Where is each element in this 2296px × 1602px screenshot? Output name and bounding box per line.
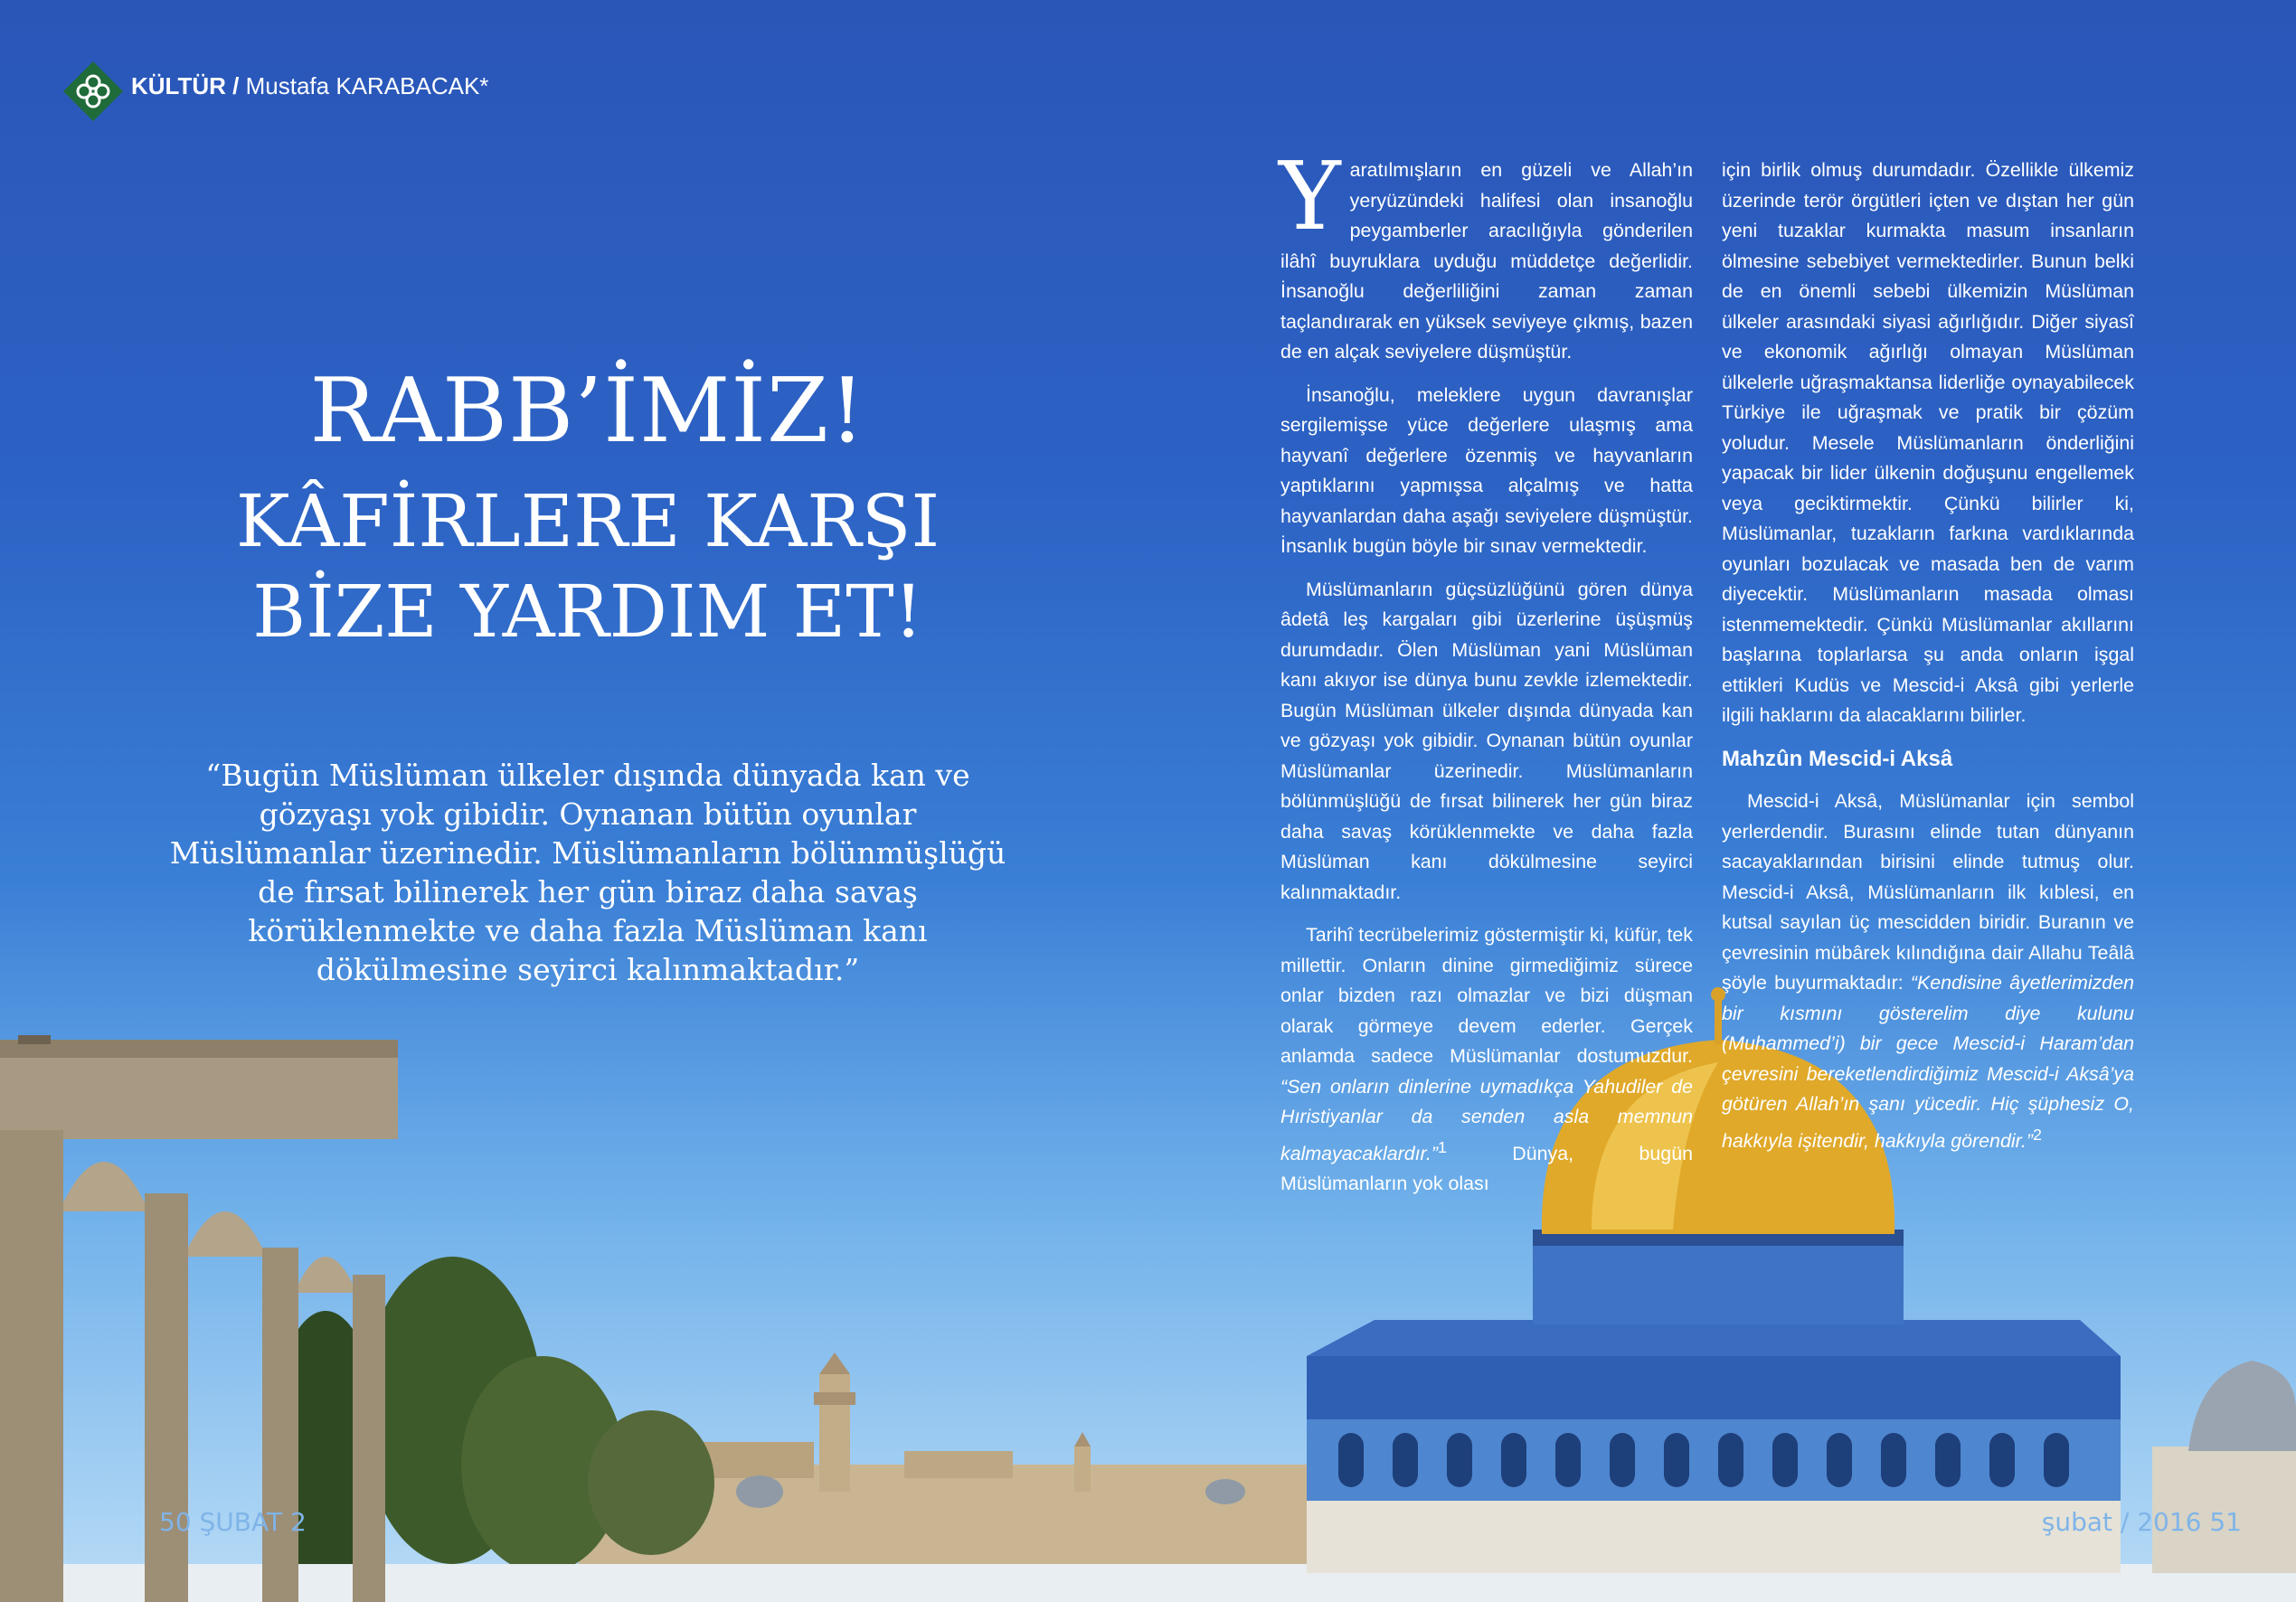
- subheading: Mahzûn Mescid-i Aksâ: [1722, 746, 1953, 771]
- section-badge-icon: [61, 60, 125, 123]
- quran-quote-2: “Kendisine âyetlerimizden bir kısmını gösterelim diye kulunu (Muhammed’i) bir gece Mescid-i Haram’dan çevresini bereketlendirdiğimiz Mescid-i Aksâ’ya götüren Allah’ın şanı yücedir. Hiç şüphesiz O, hakkıyla işitendir, hakkıyla görendir.”: [1722, 972, 2134, 1152]
- article-column-1: [1279, 141, 1693, 1212]
- paragraph-1: [1279, 141, 1693, 368]
- paragraph-6-text: Mescid-i Aksâ, Müslümanlar için sembol yerlerdendir. Burasını elinde tutan dünyanın sacayaklarından birisini elinde tutmuş olur. Mescid-i Aksâ, Müslümanların ilk kıblesi, en kutsal sayılan üç mescidden biridir. Buranın ve çevresinin mübârek kılındığına dair Allahu Teâlâ şöyle buyurmaktadır:: [1722, 790, 2134, 994]
- paragraph-4-tail: Dünya, bugün Müslümanların yok olası: [1280, 1142, 1693, 1195]
- section-kicker: [131, 72, 488, 100]
- paragraph-5: için birlik olmuş durumdadır. Özellikle ülkemiz üzerinde terör örgütleri içten ve dıştan her gün yeni tuzaklar kurmakta masum insanların ölmesine sebebiyet vermektedirler. Bunun belki de en önemli sebebi ülkemizin Müslüman ülkeler arasındaki siyasi ağırlığıdır. Diğer siyasî ve ekonomik ağırlığı olmayan Müslüman ülkelerle uğraşmaktansa liderliğe oynayabilecek Türkiye ile uğraşmak ve pratik bir çözüm yoludur. Mesele Müslümanların önderliğini yapacak bir lider ülkenin doğuşunu engellemek veya geciktirmektir. Çünkü bilirler ki, Müslümanlar, tuzakların farkına vardıklarında oyunları bozulacak ve masada ben de varım diyecektir. Müslümanların masada olması istenmemektedir. Çünkü Müslümanlar akıllarını başlarına toplarlarsa şu anda onların işgal ettikleri Kudüs ve Mescid-i Aksâ gibi yerlerle ilgili haklarını da alacaklarını bilirler.: [1722, 159, 2134, 726]
- article-column-2: [1722, 155, 2134, 1169]
- paragraph-1-text: aratılmışların en güzeli ve Allah’ın yeryüzündeki halifesi olan insanoğlu peygamberler aracılığıyla gönderilen ilâhî buyruklara uyduğu müddetçe değerlidir. İnsanoğlu değerliliğini zaman zaman taçlandırarak en yüksek seviyeye çıkmış, bazen de en alçak seviyelere düşmüştür.: [1280, 159, 1693, 363]
- section-label: KÜLTÜR: [131, 72, 226, 99]
- paragraph-4: [1280, 920, 1693, 1200]
- kicker-separator: /: [225, 72, 246, 99]
- page-number-right: şubat / 2016 51: [2041, 1507, 2242, 1537]
- paragraph-4-text: Tarihî tecrübelerimiz göstermiştir ki, küfür, tek millettir. Onların dinine girmediğimiz sürece onlar bizden razı olmazlar ve bizi düşman olarak görmeye devem ederler. Gerçek anlamda sadece Müslümanlar dostumuzdur.: [1280, 924, 1693, 1067]
- headline-line-2: KÂFİRLERE KARŞI: [235, 479, 940, 563]
- paragraph-3: Müslümanların güçsüzlüğünü gören dünya âdetâ leş kargaları gibi üzerlerine üşüşmüş durumdadır. Ölen Müslüman yani Müslüman kanı akıyor ise dünya bunu zevkle izlemektedir. Bugün Müslüman ülkeler dışında dünyada kan ve gözyaşı yok gibidir. Oynanan bütün oyunlar Müslümanlar üzerinedir. Müslümanların bölünmüşlüğü de fırsat bilinerek her gün biraz daha savaş körüklenmekte ve daha fazla Müslüman kanı dökülmesine seyirci kalınmaktadır.: [1280, 578, 1693, 903]
- author-name: Mustafa KARABACAK*: [245, 72, 489, 99]
- pull-quote: “Bugün Müslüman ülkeler dışında dünyada kan ve gözyaşı yok gibidir. Oynanan bütün oyunlar Müslümanlar üzerinedir. Müslümanların bölünmüşlüğü de fırsat bilinerek her gün biraz daha savaş körüklenmekte ve daha fazla Müslüman kanı dökülmesine seyirci kalınmaktadır.”: [169, 758, 1006, 987]
- paragraph-6: [1722, 787, 2134, 1156]
- trees: [271, 1257, 714, 1582]
- quran-quote-1: “Sen onların dinlerine uymadıkça Yahudiler de Hıristiyanlar da senden asla memnun kalmayacaklardır.”: [1280, 1075, 1693, 1164]
- footnote-ref-1: 1: [1437, 1137, 1447, 1156]
- headline-line-1: RABB’İMİZ!: [309, 360, 866, 463]
- drop-cap: Y: [1279, 141, 1341, 251]
- page-number-left: 50 ŞUBAT 2: [159, 1507, 307, 1537]
- footnote-ref-2: 2: [2033, 1125, 2042, 1144]
- paragraph-2: İnsanoğlu, meleklere uygun davranışlar sergilemişse yüce değerlere ulaşmış ama hayvanî değerlere özenmiş ve hayvanların yaptıklarını yapmışsa alçalmış ve hatta hayvanlardan daha aşağı seviyelere düşmüştür. İnsanlık bugün böyle bir sınav vermektedir.: [1280, 383, 1693, 557]
- headline-line-3: BİZE YARDIM ET!: [252, 570, 923, 654]
- small-dome: [2152, 1361, 2296, 1573]
